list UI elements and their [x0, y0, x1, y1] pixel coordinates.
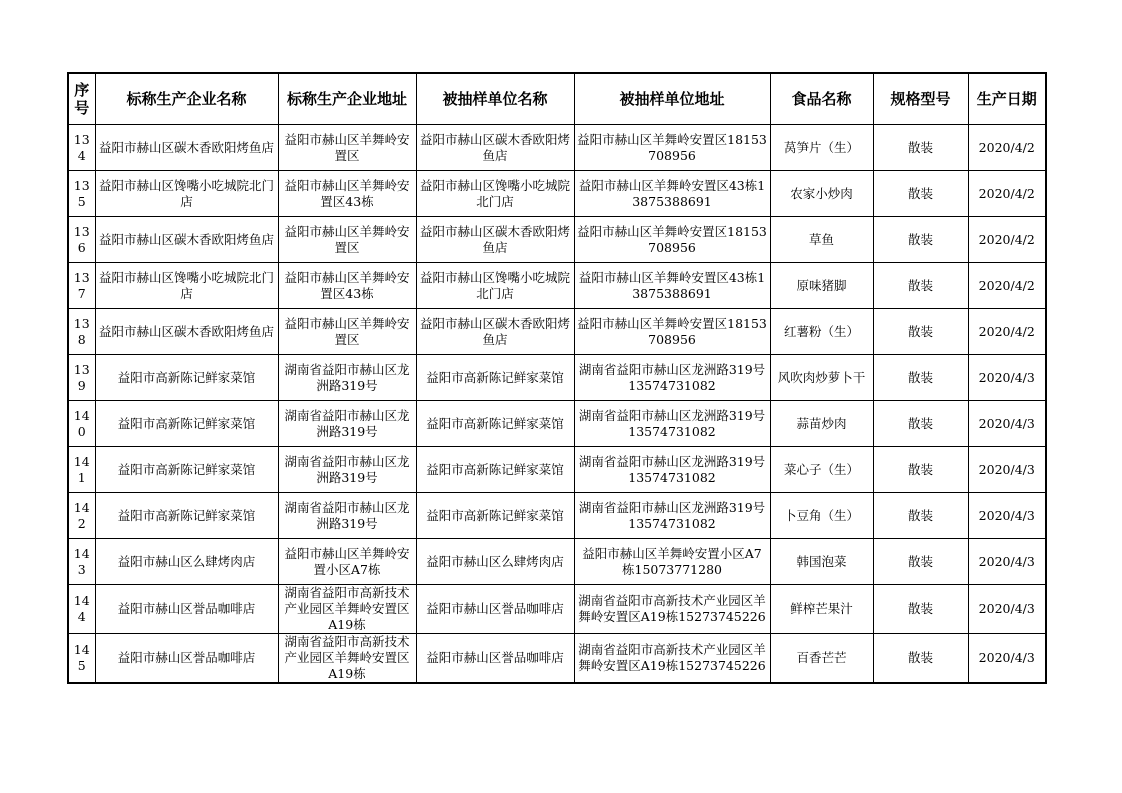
cell-serial-no: 135	[68, 171, 95, 217]
table-row	[68, 355, 1046, 401]
cell-food-name: 红薯粉（生）	[770, 309, 873, 355]
cell-production-date: 2020/4/2	[968, 171, 1046, 217]
cell-food-name: 原味猪脚	[770, 263, 873, 309]
cell-serial-no: 137	[68, 263, 95, 309]
cell-producer-name: 益阳市赫山区馋嘴小吃城院北门店	[95, 171, 278, 217]
cell-sampled-unit-address: 益阳市赫山区羊舞岭安置区43栋13875388691	[574, 171, 770, 217]
cell-producer-name: 益阳市赫山区馋嘴小吃城院北门店	[95, 263, 278, 309]
cell-producer-address: 湖南省益阳市高新技术产业园区羊舞岭安置区A19栋	[278, 634, 416, 684]
header-specification: 规格型号	[873, 73, 968, 125]
header-producer-name: 标称生产企业名称	[95, 73, 278, 125]
cell-sampled-unit-name: 益阳市高新陈记鲜家菜馆	[416, 493, 574, 539]
cell-sampled-unit-address: 湖南省益阳市赫山区龙洲路319号13574731082	[574, 447, 770, 493]
cell-food-name: 卜豆角（生）	[770, 493, 873, 539]
table-row	[68, 539, 1046, 585]
cell-production-date: 2020/4/3	[968, 634, 1046, 684]
cell-sampled-unit-address: 益阳市赫山区羊舞岭安置区18153708956	[574, 309, 770, 355]
cell-sampled-unit-name: 益阳市高新陈记鲜家菜馆	[416, 355, 574, 401]
table-row	[68, 309, 1046, 355]
cell-serial-no: 145	[68, 634, 95, 684]
cell-producer-address: 湖南省益阳市高新技术产业园区羊舞岭安置区A19栋	[278, 585, 416, 634]
header-production-date: 生产日期	[968, 73, 1046, 125]
cell-producer-address: 益阳市赫山区羊舞岭安置小区A7栋	[278, 539, 416, 585]
cell-producer-name: 益阳市高新陈记鲜家菜馆	[95, 447, 278, 493]
cell-serial-no: 140	[68, 401, 95, 447]
table-row	[68, 125, 1046, 171]
cell-production-date: 2020/4/3	[968, 447, 1046, 493]
cell-producer-address: 益阳市赫山区羊舞岭安置区	[278, 217, 416, 263]
table-header-row	[68, 73, 1046, 125]
cell-specification: 散装	[873, 125, 968, 171]
cell-sampled-unit-address: 益阳市赫山区羊舞岭安置区18153708956	[574, 125, 770, 171]
cell-sampled-unit-name: 益阳市赫山区碳木香欧阳烤鱼店	[416, 309, 574, 355]
cell-specification: 散装	[873, 263, 968, 309]
cell-producer-name: 益阳市赫山区碳木香欧阳烤鱼店	[95, 309, 278, 355]
cell-production-date: 2020/4/3	[968, 585, 1046, 634]
cell-producer-address: 湖南省益阳市赫山区龙洲路319号	[278, 493, 416, 539]
cell-food-name: 莴笋片（生）	[770, 125, 873, 171]
cell-serial-no: 144	[68, 585, 95, 634]
table-row	[68, 493, 1046, 539]
cell-producer-name: 益阳市赫山区么肆烤肉店	[95, 539, 278, 585]
cell-specification: 散装	[873, 217, 968, 263]
cell-production-date: 2020/4/2	[968, 217, 1046, 263]
cell-production-date: 2020/4/3	[968, 539, 1046, 585]
cell-food-name: 风吹肉炒萝卜干	[770, 355, 873, 401]
table-row	[68, 401, 1046, 447]
header-sampled-unit-name: 被抽样单位名称	[416, 73, 574, 125]
cell-producer-address: 益阳市赫山区羊舞岭安置区	[278, 309, 416, 355]
cell-sampled-unit-name: 益阳市高新陈记鲜家菜馆	[416, 447, 574, 493]
cell-producer-name: 益阳市赫山区誉品咖啡店	[95, 634, 278, 684]
cell-food-name: 鲜榨芒果汁	[770, 585, 873, 634]
cell-sampled-unit-name: 益阳市高新陈记鲜家菜馆	[416, 401, 574, 447]
cell-sampled-unit-address: 湖南省益阳市赫山区龙洲路319号13574731082	[574, 355, 770, 401]
cell-sampled-unit-name: 益阳市赫山区誉品咖啡店	[416, 585, 574, 634]
cell-serial-no: 138	[68, 309, 95, 355]
cell-producer-name: 益阳市赫山区誉品咖啡店	[95, 585, 278, 634]
cell-producer-name: 益阳市赫山区碳木香欧阳烤鱼店	[95, 125, 278, 171]
food-sampling-table	[67, 72, 1047, 684]
header-sampled-unit-address: 被抽样单位地址	[574, 73, 770, 125]
cell-specification: 散装	[873, 401, 968, 447]
cell-sampled-unit-address: 益阳市赫山区羊舞岭安置区43栋13875388691	[574, 263, 770, 309]
cell-specification: 散装	[873, 447, 968, 493]
cell-specification: 散装	[873, 539, 968, 585]
cell-producer-name: 益阳市高新陈记鲜家菜馆	[95, 401, 278, 447]
cell-sampled-unit-name: 益阳市赫山区么肆烤肉店	[416, 539, 574, 585]
cell-producer-address: 益阳市赫山区羊舞岭安置区	[278, 125, 416, 171]
table-row	[68, 263, 1046, 309]
cell-serial-no: 143	[68, 539, 95, 585]
cell-producer-name: 益阳市赫山区碳木香欧阳烤鱼店	[95, 217, 278, 263]
cell-specification: 散装	[873, 493, 968, 539]
cell-specification: 散装	[873, 585, 968, 634]
cell-food-name: 百香芒芒	[770, 634, 873, 684]
cell-specification: 散装	[873, 355, 968, 401]
cell-serial-no: 141	[68, 447, 95, 493]
cell-specification: 散装	[873, 309, 968, 355]
cell-production-date: 2020/4/2	[968, 125, 1046, 171]
cell-sampled-unit-name: 益阳市赫山区碳木香欧阳烤鱼店	[416, 125, 574, 171]
table-row	[68, 585, 1046, 634]
cell-sampled-unit-name: 益阳市赫山区馋嘴小吃城院北门店	[416, 171, 574, 217]
cell-producer-address: 益阳市赫山区羊舞岭安置区43栋	[278, 263, 416, 309]
cell-production-date: 2020/4/3	[968, 493, 1046, 539]
cell-food-name: 菜心子（生）	[770, 447, 873, 493]
cell-producer-address: 益阳市赫山区羊舞岭安置区43栋	[278, 171, 416, 217]
cell-production-date: 2020/4/2	[968, 309, 1046, 355]
cell-food-name: 韩国泡菜	[770, 539, 873, 585]
table-row	[68, 171, 1046, 217]
sampling-table-sheet	[67, 72, 1047, 684]
header-serial-no: 序号	[68, 73, 95, 125]
cell-specification: 散装	[873, 171, 968, 217]
cell-sampled-unit-address: 湖南省益阳市赫山区龙洲路319号13574731082	[574, 401, 770, 447]
cell-serial-no: 134	[68, 125, 95, 171]
cell-serial-no: 139	[68, 355, 95, 401]
cell-producer-name: 益阳市高新陈记鲜家菜馆	[95, 493, 278, 539]
cell-production-date: 2020/4/2	[968, 263, 1046, 309]
cell-food-name: 草鱼	[770, 217, 873, 263]
cell-specification: 散装	[873, 634, 968, 684]
cell-sampled-unit-address: 益阳市赫山区羊舞岭安置区18153708956	[574, 217, 770, 263]
cell-food-name: 蒜苗炒肉	[770, 401, 873, 447]
header-food-name: 食品名称	[770, 73, 873, 125]
cell-producer-name: 益阳市高新陈记鲜家菜馆	[95, 355, 278, 401]
cell-sampled-unit-name: 益阳市赫山区碳木香欧阳烤鱼店	[416, 217, 574, 263]
table-row	[68, 217, 1046, 263]
cell-production-date: 2020/4/3	[968, 401, 1046, 447]
cell-production-date: 2020/4/3	[968, 355, 1046, 401]
cell-serial-no: 142	[68, 493, 95, 539]
cell-producer-address: 湖南省益阳市赫山区龙洲路319号	[278, 355, 416, 401]
cell-sampled-unit-address: 湖南省益阳市高新技术产业园区羊舞岭安置区A19栋15273745226	[574, 585, 770, 634]
cell-sampled-unit-name: 益阳市赫山区馋嘴小吃城院北门店	[416, 263, 574, 309]
table-row	[68, 634, 1046, 684]
cell-sampled-unit-address: 湖南省益阳市高新技术产业园区羊舞岭安置区A19栋15273745226	[574, 634, 770, 684]
header-producer-address: 标称生产企业地址	[278, 73, 416, 125]
cell-producer-address: 湖南省益阳市赫山区龙洲路319号	[278, 447, 416, 493]
cell-producer-address: 湖南省益阳市赫山区龙洲路319号	[278, 401, 416, 447]
cell-food-name: 农家小炒肉	[770, 171, 873, 217]
cell-sampled-unit-name: 益阳市赫山区誉品咖啡店	[416, 634, 574, 684]
cell-serial-no: 136	[68, 217, 95, 263]
table-row	[68, 447, 1046, 493]
cell-sampled-unit-address: 益阳市赫山区羊舞岭安置小区A7栋15073771280	[574, 539, 770, 585]
cell-sampled-unit-address: 湖南省益阳市赫山区龙洲路319号13574731082	[574, 493, 770, 539]
